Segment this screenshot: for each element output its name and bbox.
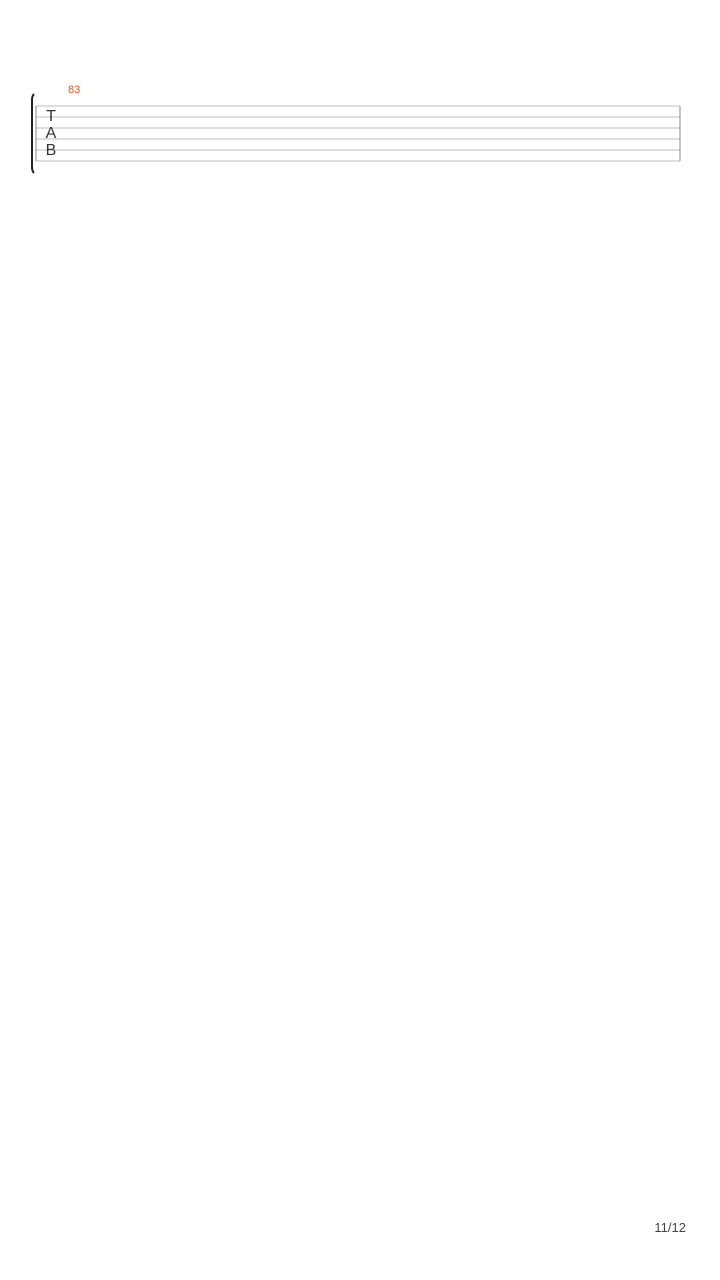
clef-b: B [45,142,57,159]
page-number: 11/12 [654,1220,686,1235]
system-bracket [32,94,34,173]
clef-t: T [46,108,56,125]
measure-number: 83 [68,84,81,96]
clef-a: A [45,125,57,142]
